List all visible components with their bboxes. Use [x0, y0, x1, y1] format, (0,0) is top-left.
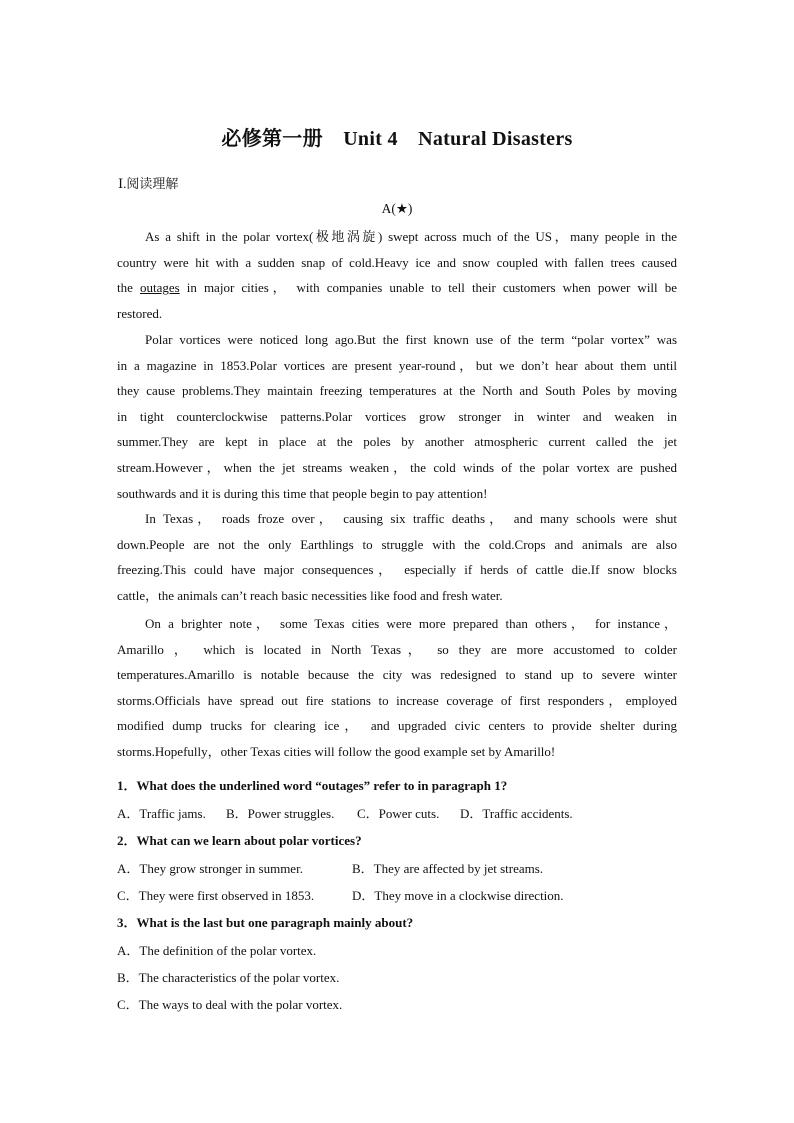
- paragraph-line: modified dump trucks for clearing ice， and upgraded civic centers to provide shelter during: [117, 718, 677, 734]
- question-2-option-b: B．They are affected by jet streams.: [352, 861, 544, 876]
- paragraph-3: [117, 506, 677, 608]
- question-3-option-b: B．The characteristics of the polar vortex.: [117, 970, 340, 985]
- paragraph-line: the outages in major cities， with companies unable to tell their customers when power will be: [117, 280, 677, 296]
- paragraph-line: In Texas， roads froze over， causing six traffic deaths， and many schools were shut: [145, 511, 677, 526]
- question-3-stem: 3．What is the last but one paragraph mainly about?: [117, 915, 414, 930]
- page-title: 必修第一册 Unit 4 Natural Disasters: [221, 128, 573, 150]
- paragraph-line: stream.However，when the jet streams weaken，the cold winds of the polar vortex are pushed: [117, 459, 677, 475]
- paragraph-line: On a brighter note， some Texas cities were more prepared than others， for instance，: [145, 616, 677, 631]
- paragraph-line: storms.Hopefully，other Texas cities will follow the good example set by Amarillo!: [117, 743, 556, 759]
- paragraph-line: As a shift in the polar vortex(极地涡旋) swept across much of the US，many people in the: [145, 229, 677, 244]
- passage-label: A(★): [381, 201, 413, 216]
- question-2-stem: 2．What can we learn about polar vortices?: [117, 833, 362, 848]
- paragraph-line: southwards and it is during this time that people begin to pay attention!: [117, 485, 488, 501]
- paragraph-line: temperatures.Amarillo is notable because the city was redesigned to stand up to severe winter: [117, 667, 677, 683]
- paragraph-line: Amarillo ， which is located in North Texas， so they are more accustomed to colder: [117, 641, 677, 657]
- question-1-option-d: D．Traffic accidents.: [460, 806, 573, 821]
- paragraph-line: Polar vortices were noticed long ago.But the first known use of the term “polar vortex” was: [145, 332, 677, 347]
- question-2-option-d: D．They move in a clockwise direction.: [352, 888, 564, 903]
- paragraph-1: [117, 224, 677, 326]
- paragraph-2: [117, 327, 677, 506]
- question-1-option-a: A．Traffic jams.: [117, 806, 206, 821]
- paragraph-line: freezing.This could have major consequences， especially if herds of cattle die.If snow blocks: [117, 562, 677, 578]
- paragraph-line: storms.Officials have spread out fire stations to increase coverage of first responders，employed: [117, 692, 677, 708]
- underlined-word: outages: [139, 280, 180, 296]
- paragraph-line: they cause problems.They maintain freezing temperatures at the North and South Poles by moving: [117, 383, 677, 399]
- paragraph-line: in tight counterclockwise patterns.Polar vortices grow stronger in winter and weaken in: [117, 408, 677, 424]
- paragraph-line: down.People are not the only Earthlings to struggle with the cold.Crops and animals are also: [117, 536, 677, 552]
- paragraph-line: summer.They are kept in place at the poles by another atmospheric current called the jet: [117, 434, 677, 450]
- question-2-option-a: A．They grow stronger in summer.: [117, 861, 303, 876]
- question-2-option-c: C．They were first observed in 1853.: [117, 888, 315, 903]
- paragraph-line: in a magazine in 1853.Polar vortices are present year-round，but we don’t hear about them until: [117, 357, 677, 373]
- section-heading: Ⅰ.阅读理解: [118, 176, 179, 191]
- question-1-option-c: C．Power cuts.: [357, 806, 440, 821]
- question-3-option-c: C．The ways to deal with the polar vortex.: [117, 997, 343, 1012]
- paragraph-4: [117, 611, 677, 765]
- question-3-option-a: A．The definition of the polar vortex.: [117, 943, 317, 958]
- paragraph-line: restored.: [117, 305, 163, 321]
- paragraph-line: cattle，the animals can’t reach basic necessities like food and fresh water.: [117, 587, 503, 603]
- question-1-option-b: B．Power struggles.: [226, 806, 335, 821]
- paragraph-line: country were hit with a sudden snap of cold.Heavy ice and snow coupled with fallen trees caused: [117, 254, 677, 270]
- question-1-stem: 1．What does the underlined word “outages” refer to in paragraph 1?: [117, 778, 508, 793]
